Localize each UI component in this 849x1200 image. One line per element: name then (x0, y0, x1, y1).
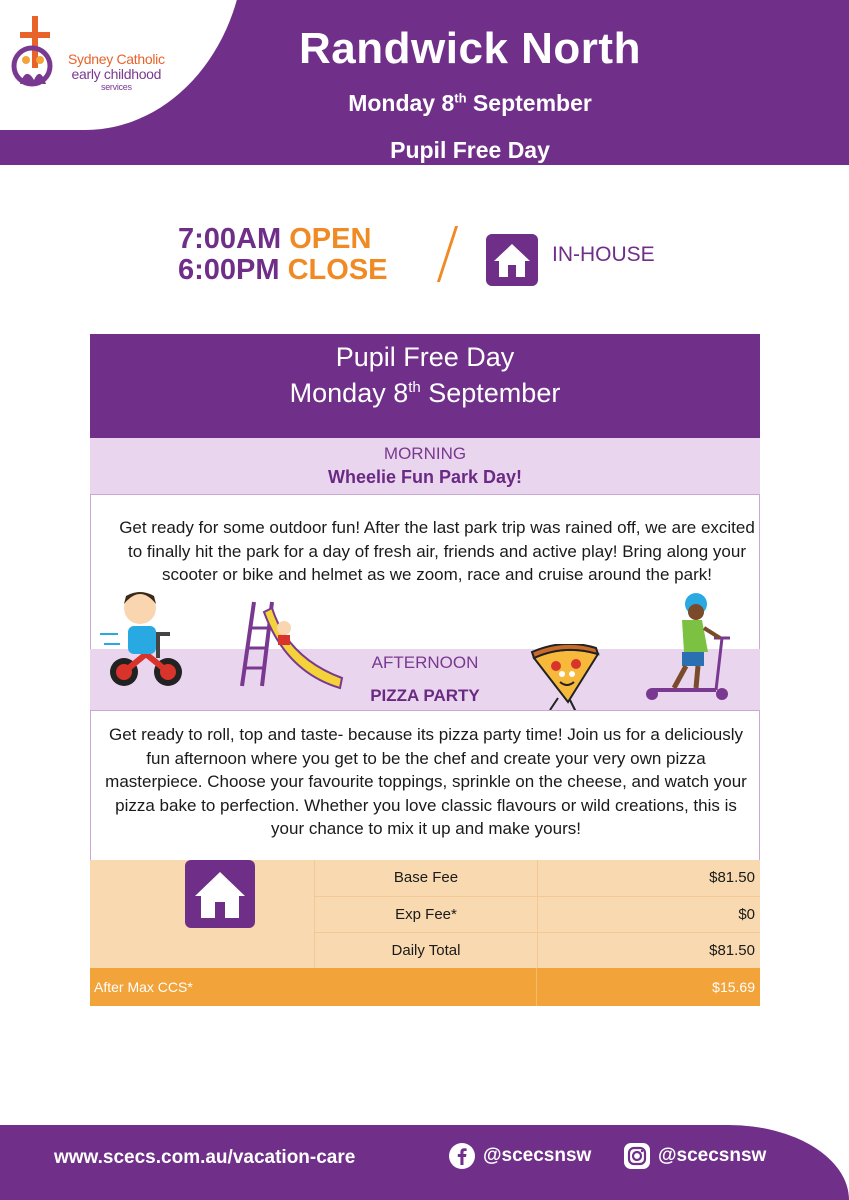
fee-value: $81.50 (709, 869, 755, 886)
header-date (240, 90, 700, 117)
instagram-handle[interactable]: @scecsnsw (658, 1145, 767, 1166)
card-date (90, 378, 760, 409)
logo-line-3: services (101, 82, 132, 92)
instagram-icon[interactable] (624, 1143, 650, 1169)
fee-value: $0 (738, 906, 755, 923)
morning-activity: Wheelie Fun Park Day! (327, 467, 523, 487)
header-date-day: Monday 8 (348, 90, 455, 116)
logo-line-2: early childhood (71, 66, 162, 82)
family-cross-icon (10, 14, 70, 104)
morning-description: Get ready for some outdoor fun! After the last park trip was rained off, we are excited to finally hit the park for a day of fresh air, friends and active play! Bring along your scooter or bike and helmet as we zoom, race and cruise around the park! (119, 518, 755, 584)
open-label: OPEN (281, 223, 372, 255)
logo-line-1: Sydney Catholic (68, 51, 165, 67)
facebook-handle[interactable]: @scecsnsw (483, 1145, 592, 1166)
program-card (90, 334, 760, 1006)
house-icon (185, 860, 255, 928)
card-date-month: September (420, 378, 561, 408)
scecs-logo[interactable] (10, 14, 190, 104)
morning-band (90, 438, 760, 494)
card-title: Pupil Free Day (335, 342, 515, 372)
child-on-scooter-illustration (638, 590, 734, 700)
open-time: 7:00AM (178, 223, 282, 255)
after-ccs-divider (536, 968, 537, 1006)
morning-label: MORNING (383, 444, 467, 463)
centre-name: Randwick North (299, 24, 641, 73)
fee-row-total (314, 932, 760, 969)
fee-row-exp (314, 896, 760, 933)
after-ccs-label: After Max CCS* (94, 979, 193, 995)
close-label: CLOSE (279, 254, 388, 286)
hours-divider (437, 226, 458, 282)
after-ccs-row (90, 968, 760, 1006)
header-banner (0, 0, 849, 165)
afternoon-label: AFTERNOON (371, 653, 479, 672)
child-on-balance-bike-illustration (98, 582, 188, 692)
close-time: 6:00PM (178, 254, 280, 286)
fee-name: Exp Fee* (314, 897, 538, 933)
card-header (90, 334, 760, 438)
open-time-row (178, 224, 388, 255)
after-ccs-value: $15.69 (712, 979, 755, 995)
website-link[interactable]: www.scecs.com.au/vacation-care (54, 1147, 356, 1168)
afternoon-description: Get ready to roll, top and taste- because its pizza party time! Join us for a deliciously fun afternoon where you get to be the chef and create your very own pizza masterpiece. Choose your favourite toppings, sprinkle on the cheese, and watch your pizza bake to perfection. Whether you love classic flavours or wild creations, this is your chance to mix it up and make yours! (105, 725, 747, 838)
header-subtitle: Pupil Free Day (390, 137, 550, 163)
afternoon-activity: PIZZA PARTY (370, 686, 480, 705)
facebook-icon[interactable] (449, 1143, 475, 1169)
house-icon (486, 234, 538, 286)
fee-table (90, 860, 760, 968)
fee-name: Base Fee (314, 860, 538, 896)
fee-row-base (314, 860, 760, 896)
footer (0, 1125, 849, 1200)
card-date-day: Monday 8 (289, 378, 409, 408)
fee-value: $81.50 (709, 942, 755, 959)
header-date-month: September (466, 90, 592, 116)
slide-illustration (232, 598, 344, 690)
logo-wordmark (68, 52, 165, 92)
close-time-row (178, 255, 388, 286)
fee-name: Daily Total (314, 933, 538, 969)
header-date-suffix: th (454, 90, 467, 106)
afternoon-description-box (90, 710, 760, 861)
card-date-suffix: th (408, 379, 421, 396)
location-label: IN-HOUSE (552, 243, 655, 266)
pizza-slice-illustration (528, 644, 604, 714)
opening-hours (178, 224, 388, 286)
